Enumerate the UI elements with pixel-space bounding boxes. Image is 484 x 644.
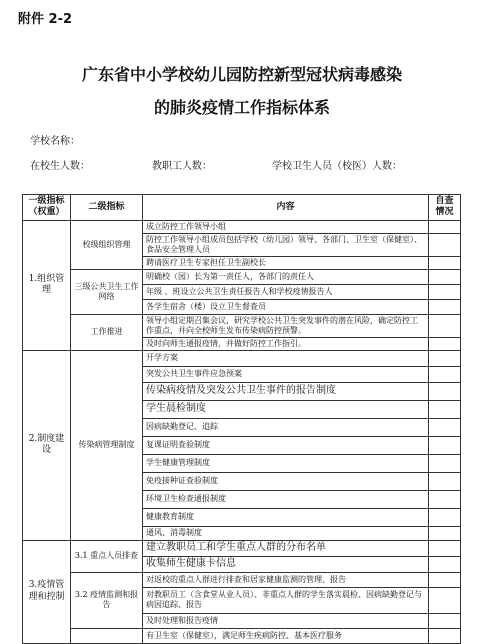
self-check-cell xyxy=(429,436,461,454)
content-cell: 复课证明查验制度 xyxy=(143,436,429,454)
self-check-cell xyxy=(429,526,461,540)
content-cell: 有卫生室（保健室），满足师生疾病防控、基本医疗服务 xyxy=(143,628,429,643)
content-cell: 开学方案 xyxy=(143,350,429,366)
level2-health-network: 三级公共卫生工作网络 xyxy=(71,269,143,314)
table-row xyxy=(23,540,461,556)
content-cell: 领导小组定期召集会议，研究学校公共卫生突发事件的潜在风险，确定防控工作重点，并向全校师生发布传染病防控预警。 xyxy=(143,314,429,337)
health-staff-count-field: 学校卫生人员（校医）人数： xyxy=(272,161,402,172)
self-check-cell xyxy=(429,454,461,472)
self-check-cell xyxy=(429,508,461,526)
level2-infectious-disease-system: 传染病管理制度 xyxy=(71,350,143,540)
table-row xyxy=(23,628,461,643)
content-cell: 聘请医疗卫生专家担任卫生副校长 xyxy=(143,256,429,269)
content-cell: 成立防控工作领导小组 xyxy=(143,220,429,233)
level2-work-progress: 工作推进 xyxy=(71,314,143,350)
attachment-label: 附件 2-2 xyxy=(18,12,73,27)
student-count-field: 在校生人数： xyxy=(30,161,90,172)
content-cell: 建立教职员工和学生重点人群的分布名单 xyxy=(143,540,429,556)
document-title-line-1: 广东省中小学校幼儿园防控新型冠状病毒感染 xyxy=(81,65,402,84)
level2-key-person-screening: 3.1 重点人员排查 xyxy=(71,540,143,572)
content-cell: 及时处理和报告疫情 xyxy=(143,613,429,628)
self-check-cell xyxy=(429,572,461,587)
content-cell: 通风、消毒制度 xyxy=(143,526,429,540)
self-check-cell xyxy=(429,256,461,269)
level2-health-room xyxy=(71,628,143,643)
content-cell: 健康教育制度 xyxy=(143,508,429,526)
content-cell: 学生健康管理制度 xyxy=(143,454,429,472)
self-check-cell xyxy=(429,540,461,556)
content-cell: 各学生宿舍（楼）设立卫生督查员 xyxy=(143,299,429,314)
table-row xyxy=(23,350,461,366)
self-check-cell xyxy=(429,233,461,256)
self-check-cell xyxy=(429,472,461,490)
self-check-cell xyxy=(429,220,461,233)
content-cell: 免疫接种证查验制度 xyxy=(143,472,429,490)
content-cell: 环境卫生检查通报制度 xyxy=(143,490,429,508)
header-content: 内容 xyxy=(143,195,429,221)
self-check-cell xyxy=(429,314,461,337)
self-check-cell xyxy=(429,628,461,643)
self-check-cell xyxy=(429,299,461,314)
header-self-check: 自查情况 xyxy=(429,195,461,221)
self-check-cell xyxy=(429,337,461,350)
self-check-cell xyxy=(429,587,461,613)
level1-system-building: 2.制度建设 xyxy=(23,350,71,540)
header-level2: 二级指标 xyxy=(71,195,143,221)
self-check-cell xyxy=(429,490,461,508)
content-cell: 防控工作领导小组成员包括学校（幼儿园）领导、各部门、卫生室（保健室）、食品安全管理人员 xyxy=(143,233,429,256)
self-check-cell xyxy=(429,350,461,366)
content-cell: 传染病疫情及突发公共卫生事件的报告制度 xyxy=(143,382,429,400)
staff-count-field: 教职工人数： xyxy=(152,161,212,172)
content-cell: 对返校的重点人群进行排查和居家健康监测的管理、报告 xyxy=(143,572,429,587)
self-check-cell xyxy=(429,556,461,572)
table-row xyxy=(23,314,461,337)
self-check-cell xyxy=(429,269,461,284)
content-cell: 突发公共卫生事件应急预案 xyxy=(143,366,429,382)
level2-monitoring-reporting: 3.2 疫情监测和报告 xyxy=(71,572,143,628)
content-cell: 对教职员工（含食堂从业人员）、非重点人群的学生落实晨检、因病缺勤登记与病因追踪、报告 xyxy=(143,587,429,613)
header-level1: 一级指标（权重） xyxy=(23,195,71,221)
content-cell: 收集师生健康卡信息 xyxy=(143,556,429,572)
table-header-row xyxy=(23,195,461,221)
school-name-field: 学校名称： xyxy=(30,136,80,147)
level2-school-organization: 校级组织管理 xyxy=(71,220,143,269)
indicator-table xyxy=(22,194,461,644)
self-check-cell xyxy=(429,613,461,628)
content-cell: 学生晨检制度 xyxy=(143,400,429,418)
self-check-cell xyxy=(429,400,461,418)
table-row xyxy=(23,269,461,284)
content-cell: 及时向师生通报疫情，并做好防控工作指引。 xyxy=(143,337,429,350)
self-check-cell xyxy=(429,382,461,400)
table-row xyxy=(23,572,461,587)
level1-epidemic-control: 3.疫情管理和控制 xyxy=(23,540,71,643)
content-cell: 明确校（园）长为第一责任人，各部门的责任人 xyxy=(143,269,429,284)
document-title-line-2: 的肺炎疫情工作指标体系 xyxy=(153,98,330,117)
content-cell: 年级 、班设立公共卫生责任报告人和学校疫情报告人 xyxy=(143,284,429,299)
level1-organization: 1.组织管理 xyxy=(23,220,71,350)
self-check-cell xyxy=(429,366,461,382)
content-cell: 因病缺勤登记、追踪 xyxy=(143,418,429,436)
table-row xyxy=(23,220,461,233)
self-check-cell xyxy=(429,418,461,436)
self-check-cell xyxy=(429,284,461,299)
